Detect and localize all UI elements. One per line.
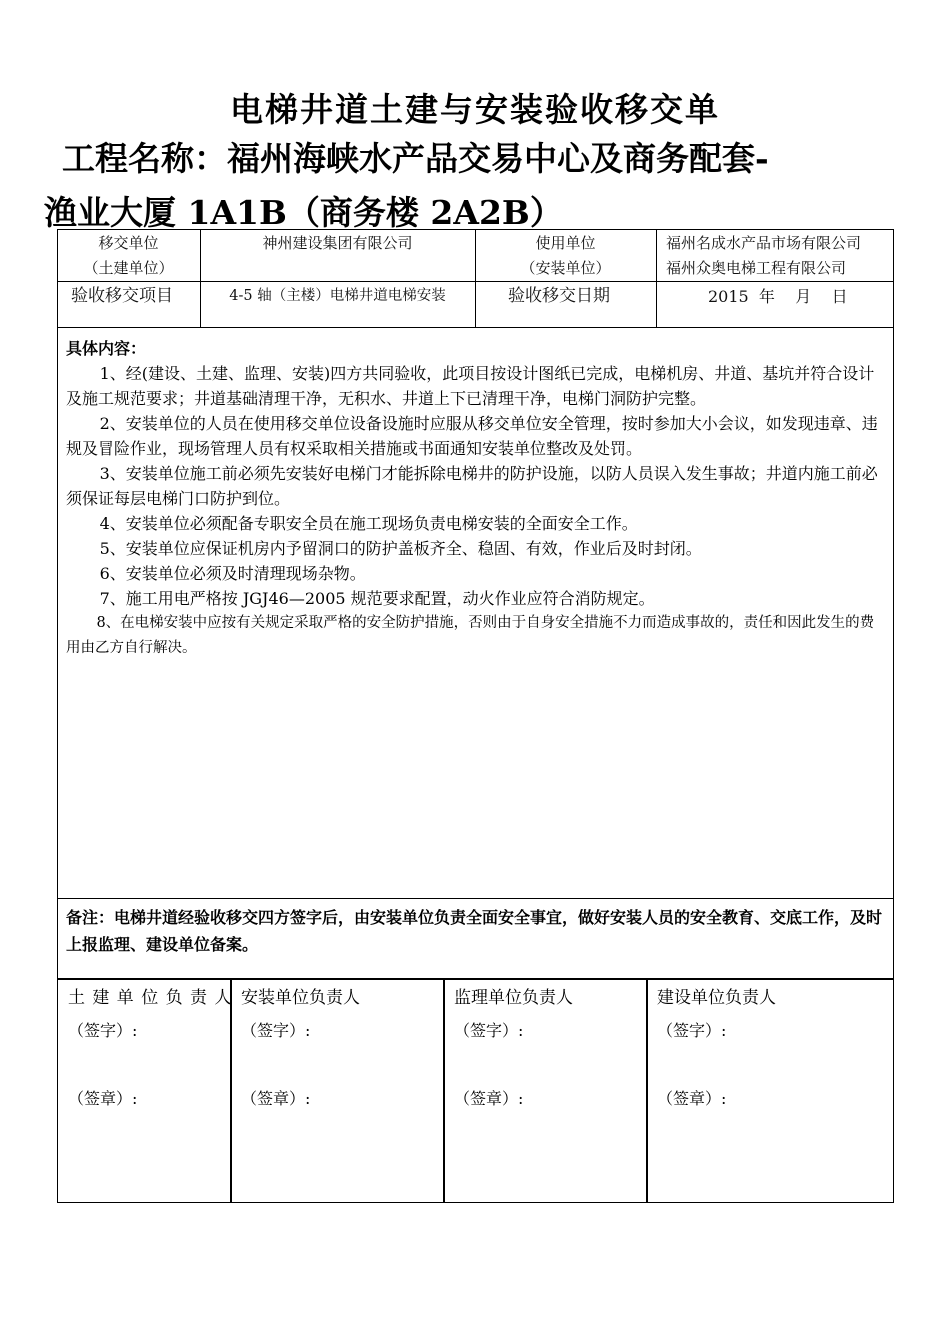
content-item: 8、在电梯安装中应按有关规定采取严格的安全防护措施，否则由于自身安全措施不力而造成事故的，责任和因此发生的费用由乙方自行解决。 <box>66 615 875 656</box>
content-item: 1、经(建设、土建、监理、安装)四方共同验收，此项目按设计图纸已完成，电梯机房、井道、基坑并符合设计及施工规范要求；井道基础清理干净，无积水、井道上下已清理干净，电梯门洞防护完整。 <box>66 364 875 408</box>
seal-field: （签章）: <box>454 1089 524 1108</box>
content-item: 6、安装单位必须及时清理现场杂物。 <box>99 564 366 583</box>
transfer-unit-label: 移交单位 （土建单位） <box>83 234 174 277</box>
item-value: 4-5 轴（主楼）电梯井道电梯安装 <box>229 288 446 304</box>
sign-field: （签字）: <box>657 1021 727 1040</box>
signature-cell-install <box>230 979 445 1203</box>
signature-cell-owner <box>646 979 894 1203</box>
signature-cell-civil <box>57 979 232 1203</box>
sign-field: （签字）: <box>454 1021 524 1040</box>
content-item: 2、安装单位的人员在使用移交单位设备设施时应服从移交单位安全管理，按时参加大小会议，如发现违章、违规及冒险作业，现场管理人员有权采取相关措施或书面通知安装单位整改及处罚。 <box>66 414 878 458</box>
seal-field: （签章）: <box>68 1089 138 1108</box>
signature-role: 建设单位负责人 <box>657 988 776 1008</box>
seal-field: （签章）: <box>241 1089 311 1108</box>
content-heading: 具体内容： <box>66 339 147 358</box>
project-name-line-2: 渔业大厦 1A1B（商务楼 2A2B） <box>44 193 563 232</box>
signature-role: 监理单位负责人 <box>454 988 573 1008</box>
content-item: 3、安装单位施工前必须先安装好电梯门才能拆除电梯井的防护设施，以防人员误入发生事故；井道内施工前必须保证每层电梯门口防护到位。 <box>66 464 878 508</box>
signature-role: 土 建 单 位 负 责 人 <box>68 988 233 1008</box>
content-item: 7、施工用电严格按 JGJ46—2005 规范要求配置，动火作业应符合消防规定。 <box>99 589 655 608</box>
transfer-unit-value: 神州建设集团有限公司 <box>262 234 413 252</box>
sign-field: （签字）: <box>68 1021 138 1040</box>
row-divider <box>57 898 894 899</box>
item-label: 验收移交项目 <box>71 286 173 306</box>
content-item: 5、安装单位应保证机房内予留洞口的防护盖板齐全、稳固、有效，作业后及时封闭。 <box>99 539 702 558</box>
content-item: 4、安装单位必须配备专职安全员在施工现场负责电梯安装的全面安全工作。 <box>99 514 638 533</box>
content-section <box>66 336 888 661</box>
use-unit-label: 使用单位 （安装单位） <box>520 234 611 277</box>
page-title: 电梯井道土建与安装验收移交单 <box>230 90 720 129</box>
signature-role: 安装单位负责人 <box>241 988 360 1008</box>
signature-cell-supervision <box>443 979 648 1203</box>
remark: 备注：电梯井道经验收移交四方签字后，由安装单位负责全面安全事宜，做好安装人员的安全教育、交底工作，及时上报监理、建设单位备案。 <box>66 908 883 954</box>
row-divider <box>57 327 894 328</box>
date-label: 验收移交日期 <box>508 286 610 306</box>
date-value: 2015 年 月 日 <box>708 287 848 306</box>
use-unit-value: 福州名成水产品市场有限公司 福州众奥电梯工程有限公司 <box>666 234 862 277</box>
sign-field: （签字）: <box>241 1021 311 1040</box>
project-name-line-1: 工程名称：福州海峡水产品交易中心及商务配套- <box>62 139 769 178</box>
seal-field: （签章）: <box>657 1089 727 1108</box>
